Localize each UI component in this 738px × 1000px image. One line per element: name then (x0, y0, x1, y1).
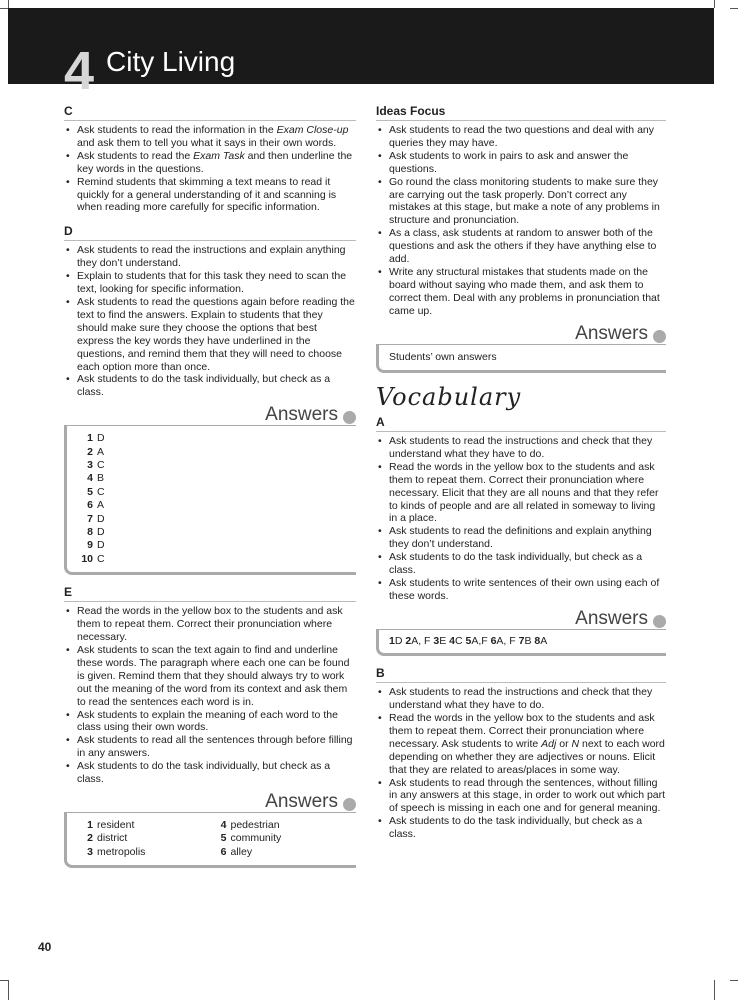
answer-row (81, 846, 215, 859)
answer-number: 7 (87, 512, 93, 525)
crop-mark (0, 8, 8, 9)
list-item: • Ask students to do the task individually, but check as a class. (376, 551, 666, 577)
list-item: • Write any structural mistakes that students made on the board without saying who made them, and ask them to correct them. Deal with any problems in pronunciation that came up. (376, 266, 666, 318)
answer-row (81, 539, 348, 552)
list-item: • Ask students to read the instructions and check that they understand what they have to do. (376, 435, 666, 461)
answer-number: 6 (87, 499, 93, 512)
ideas-focus-bullets (376, 124, 666, 318)
answers-ideas-text: Students’ own answers (389, 350, 497, 363)
answer-number: 9 (87, 539, 93, 552)
crop-mark (714, 0, 715, 8)
answer-row (81, 832, 215, 845)
unit-title: City Living (106, 46, 236, 77)
answer-number: 1 (87, 818, 93, 831)
list-item: • Ask students to read all the sentences through before filling in any answers. (64, 734, 356, 760)
answer-row (81, 819, 215, 832)
answer-number: 2 (87, 445, 93, 458)
answers-heading (376, 609, 666, 629)
list-item: • Ask students to do the task individually, but check as a class. (376, 815, 666, 841)
list-item: • Explain to students that for this task they need to scan the text, looking for specific information. (64, 270, 356, 296)
answer-value: D (97, 512, 105, 525)
answer-number: 8 (534, 634, 541, 647)
answers-d-list (81, 432, 348, 566)
answer-value: A (97, 499, 105, 512)
section-d-heading: D (64, 224, 356, 241)
page-number: 40 (38, 940, 52, 954)
answer-row (81, 553, 348, 566)
section-a-heading: A (376, 415, 666, 432)
section-e-bullets (64, 605, 356, 786)
list-item: • Go round the class monitoring students to make sure they are carrying out the task properly. Don’t correct any mistakes at this stage, but make a note of any problems in structure and pronunciation. (376, 176, 666, 228)
answer-value: district (97, 832, 128, 845)
list-item: • Ask students to read the two questions and deal with any queries they may have. (376, 124, 666, 150)
answer-value: alley (230, 845, 253, 858)
answers-title: Answers (575, 322, 648, 344)
answer-number: 3 (87, 459, 93, 472)
answer-number: 3 (433, 634, 440, 647)
answer-value: metropolis (97, 845, 146, 858)
answers-e-box (64, 812, 356, 868)
answer-row (81, 499, 348, 512)
answers-heading (376, 324, 666, 344)
bullet-dot-icon (653, 615, 666, 628)
answer-row (215, 819, 349, 832)
list-item: • Ask students to work in pairs to ask and answer the questions. (376, 150, 666, 176)
bullet-dot-icon (653, 330, 666, 343)
answer-value: C (97, 552, 105, 565)
answer-value: C (97, 485, 105, 498)
section-d-bullets (64, 244, 356, 399)
list-item: • Ask students to read the information in the Exam Close-up and ask them to tell you what it says in their own words. (64, 124, 356, 150)
answers-title: Answers (265, 404, 338, 426)
answer-number: 8 (87, 526, 93, 539)
list-item: • Ask students to read the questions again before reading the text to find the answers. Explain to students that they should make sure they choose the options that best express the key words they have underlined in the questions, and remind them that they will need to choose each option more than once. (64, 296, 356, 373)
ideas-focus-heading: Ideas Focus (376, 104, 666, 121)
list-item: • Ask students to read the definitions and explain anything they don’t understand. (376, 525, 666, 551)
answers-heading (64, 792, 356, 812)
list-item: • Ask students to write sentences of their own using each of these words. (376, 577, 666, 603)
answer-value: D (97, 539, 105, 552)
bullet-dot-icon (343, 798, 356, 811)
answer-number: 1 (87, 432, 93, 445)
answer-value: E (439, 634, 450, 647)
answer-number: 5 (220, 832, 227, 845)
left-column (64, 104, 356, 868)
answer-value: C (454, 634, 466, 647)
right-column (376, 104, 666, 841)
answer-value: D (97, 432, 105, 445)
answer-row (81, 526, 348, 539)
answer-number: 5 (87, 485, 93, 498)
answer-number: 6 (220, 845, 227, 858)
crop-mark (8, 980, 9, 1000)
answer-number: 1 (389, 634, 395, 647)
answer-number: 4 (87, 472, 93, 485)
list-item: • Ask students to explain the meaning of each word to the class using their own words. (64, 709, 356, 735)
section-b-heading: B (376, 666, 666, 683)
crop-mark (714, 980, 715, 1000)
answer-row (215, 832, 349, 845)
section-c-heading: C (64, 104, 356, 121)
list-item: • Ask students to read the instructions and check that they understand what they have to do. (376, 686, 666, 712)
answer-value: community (230, 832, 282, 845)
answer-value: A (97, 445, 105, 458)
answers-title: Answers (575, 607, 648, 629)
answers-e-col1 (81, 819, 215, 859)
bullet-dot-icon (343, 411, 356, 424)
answers-title: Answers (265, 790, 338, 812)
answer-row (81, 513, 348, 526)
answer-value: B (524, 634, 535, 647)
crop-mark (0, 980, 8, 981)
answer-value: B (97, 472, 105, 485)
list-item: • Ask students to scan the text again to find and underline these words. The paragraph where each one can be found is given. Remind them that they should always try to work out the meaning of the word from its context and ask them to read the sentences each word is in. (64, 644, 356, 709)
answer-value: C (97, 459, 105, 472)
answer-value: A (540, 634, 548, 647)
answers-e-col2 (215, 819, 349, 859)
list-item: • Ask students to read the Exam Task and then underline the key words in the questions. (64, 150, 356, 176)
section-e-heading: E (64, 585, 356, 602)
list-item: • Read the words in the yellow box to the students and ask them to repeat them. Correct their pronunciation where necessary. Elicit that they are all nouns and that they refer to kinds of people and are all related in someway to living in a place. (376, 461, 666, 526)
answer-number: 4 (449, 634, 455, 647)
list-item: • As a class, ask students at random to answer both of the questions and ask the others if they have anything else to add. (376, 227, 666, 266)
answer-row (81, 446, 348, 459)
answer-row (81, 432, 348, 445)
answer-number: 2 (87, 832, 93, 845)
unit-number: 4 (64, 41, 95, 101)
list-item: • Read the words in the yellow box to the students and ask them to repeat them. Correct their pronunciation where necessary. Ask students to write Adj or N next to each word depending on whether they are adjectives or nouns. Elicit that they are related to areas/places in some way. (376, 712, 666, 777)
list-item: • Ask students to do the task individually, but check as a class. (64, 373, 356, 399)
answer-value: A,F (471, 634, 491, 647)
answer-row (81, 472, 348, 485)
answer-number: 2 (405, 634, 412, 647)
section-b-bullets (376, 686, 666, 841)
answers-d-box (64, 425, 356, 575)
list-item: • Read the words in the yellow box to the students and ask them to repeat them. Correct their pronunciation where necessary. (64, 605, 356, 644)
answer-value: pedestrian (230, 818, 280, 831)
crop-mark (8, 0, 9, 8)
section-a-bullets (376, 435, 666, 603)
list-item: • Ask students to do the task individually, but check as a class. (64, 760, 356, 786)
answers-heading (64, 405, 356, 425)
answers-a-line (389, 635, 658, 648)
answer-number: 3 (87, 845, 93, 858)
unit-header (8, 8, 714, 101)
crop-mark (730, 980, 738, 981)
answer-number: 4 (220, 818, 227, 831)
answer-value: D (394, 634, 406, 647)
list-item: • Remind students that skimming a text means to read it quickly for a general understanding of it and scanning is when reading more carefully for specific information. (64, 176, 356, 215)
crop-mark (730, 8, 738, 9)
answer-value: resident (97, 818, 135, 831)
vocabulary-title: Vocabulary (376, 383, 522, 411)
answer-number: 5 (465, 634, 472, 647)
list-item: • Ask students to read through the sentences, without filling in any answers at this stage, in order to work out which part of speech is missing in each one and for general meaning. (376, 777, 666, 816)
answers-a-box (376, 629, 666, 656)
answer-number: 10 (81, 552, 93, 565)
list-item: • Ask students to read the instructions and explain anything they don’t understand. (64, 244, 356, 270)
answer-value: A, F (496, 634, 519, 647)
answer-value: D (97, 526, 105, 539)
section-c-bullets (64, 124, 356, 214)
answer-number: 6 (490, 634, 497, 647)
answer-number: 7 (518, 634, 525, 647)
answer-row (81, 459, 348, 472)
answers-ideas-box (376, 344, 666, 373)
answer-row (215, 846, 349, 859)
answer-value: A, F (411, 634, 434, 647)
answer-row (81, 486, 348, 499)
